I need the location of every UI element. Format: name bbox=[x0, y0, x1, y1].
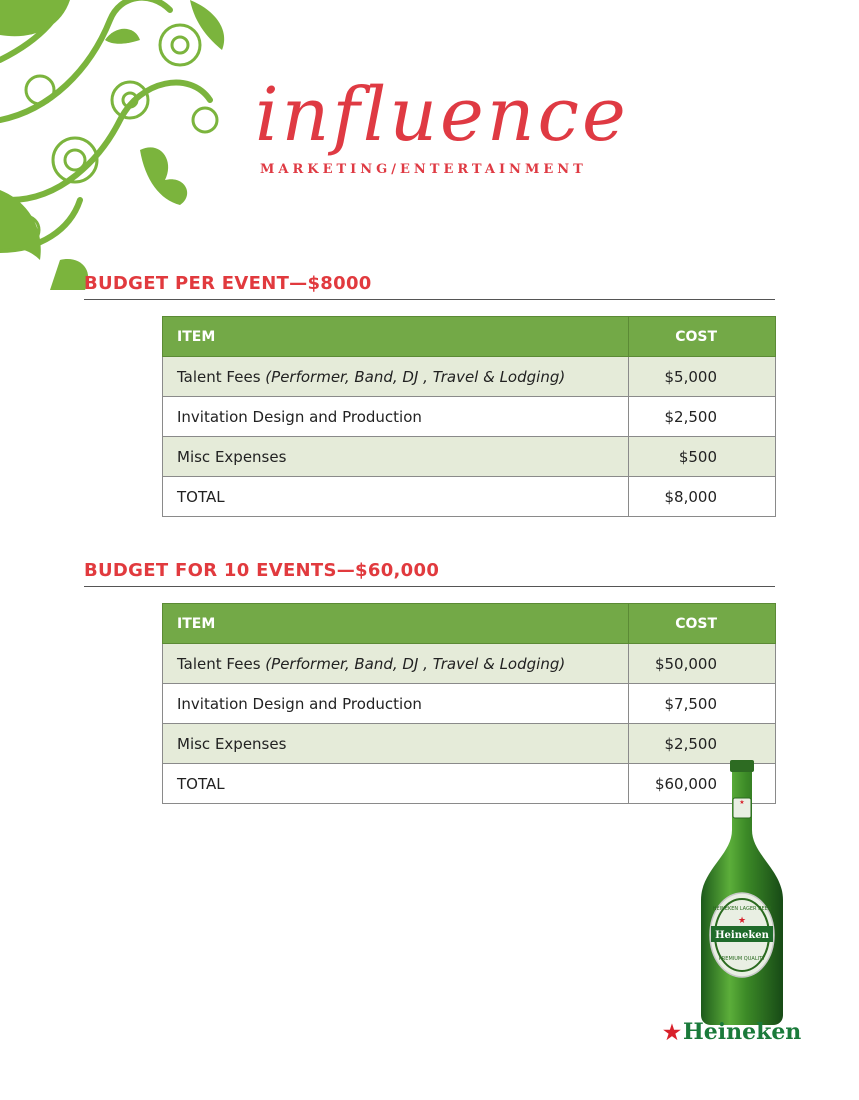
table-row bbox=[163, 437, 776, 477]
table-row bbox=[163, 684, 776, 724]
column-header-cost: COST bbox=[629, 317, 776, 357]
section-divider bbox=[84, 586, 775, 587]
table-row bbox=[163, 724, 776, 764]
table-row bbox=[163, 644, 776, 684]
cost-cell: $50,000 bbox=[629, 644, 776, 684]
cost-cell: $2,500 bbox=[629, 397, 776, 437]
bottle-cap bbox=[730, 760, 754, 772]
item-label: Talent Fees bbox=[177, 367, 261, 386]
heineken-logo bbox=[663, 1019, 801, 1045]
bottle-label-brand-text: Heineken bbox=[715, 930, 769, 941]
column-header-item: ITEM bbox=[163, 317, 629, 357]
bottle-label-top-text: HEINEKEN LAGER BEER bbox=[712, 906, 772, 912]
item-detail: (Performer, Band, DJ , Travel & Lodging) bbox=[265, 654, 566, 673]
column-header-cost: COST bbox=[629, 604, 776, 644]
cost-cell: $2,500 bbox=[629, 724, 776, 764]
item-detail: (Performer, Band, DJ , Travel & Lodging) bbox=[265, 367, 566, 386]
table-header-row bbox=[163, 317, 776, 357]
table-row bbox=[163, 357, 776, 397]
total-label: TOTAL bbox=[163, 477, 629, 517]
svg-text:★: ★ bbox=[737, 916, 747, 926]
cost-cell: $500 bbox=[629, 437, 776, 477]
cost-cell: $5,000 bbox=[629, 357, 776, 397]
cost-cell: $7,500 bbox=[629, 684, 776, 724]
item-label: Talent Fees bbox=[177, 654, 261, 673]
section-title: BUDGET FOR 10 EVENTS—$60,000 bbox=[84, 560, 440, 581]
item-label: Invitation Design and Production bbox=[163, 397, 629, 437]
table-row-total bbox=[163, 764, 776, 804]
item-label: Misc Expenses bbox=[163, 724, 629, 764]
budget-ten-events-table bbox=[162, 603, 776, 804]
section-divider bbox=[84, 299, 775, 300]
item-label: Misc Expenses bbox=[163, 437, 629, 477]
item-cell bbox=[163, 644, 629, 684]
swirl-ornament bbox=[0, 0, 240, 290]
table-header-row bbox=[163, 604, 776, 644]
table-row bbox=[163, 397, 776, 437]
item-cell bbox=[163, 357, 629, 397]
budget-per-event-table bbox=[162, 316, 776, 517]
table-row-total bbox=[163, 477, 776, 517]
total-label: TOTAL bbox=[163, 764, 629, 804]
svg-text:★: ★ bbox=[739, 799, 745, 806]
logo-wordmark: influence bbox=[255, 72, 629, 158]
heineken-brand-text: Heineken bbox=[682, 1019, 802, 1045]
logo-subtitle: MARKETING/ENTERTAINMENT bbox=[260, 162, 587, 177]
item-label: Invitation Design and Production bbox=[163, 684, 629, 724]
beer-bottle-image bbox=[695, 760, 789, 1025]
red-star-icon: ★ bbox=[663, 1020, 681, 1044]
total-cost-cell: $8,000 bbox=[629, 477, 776, 517]
section-title: BUDGET PER EVENT—$8000 bbox=[84, 273, 372, 294]
column-header-item: ITEM bbox=[163, 604, 629, 644]
total-cost-cell: $60,000 bbox=[629, 764, 776, 804]
bottle-label-bottom-text: PREMIUM QUALITY bbox=[718, 956, 766, 962]
